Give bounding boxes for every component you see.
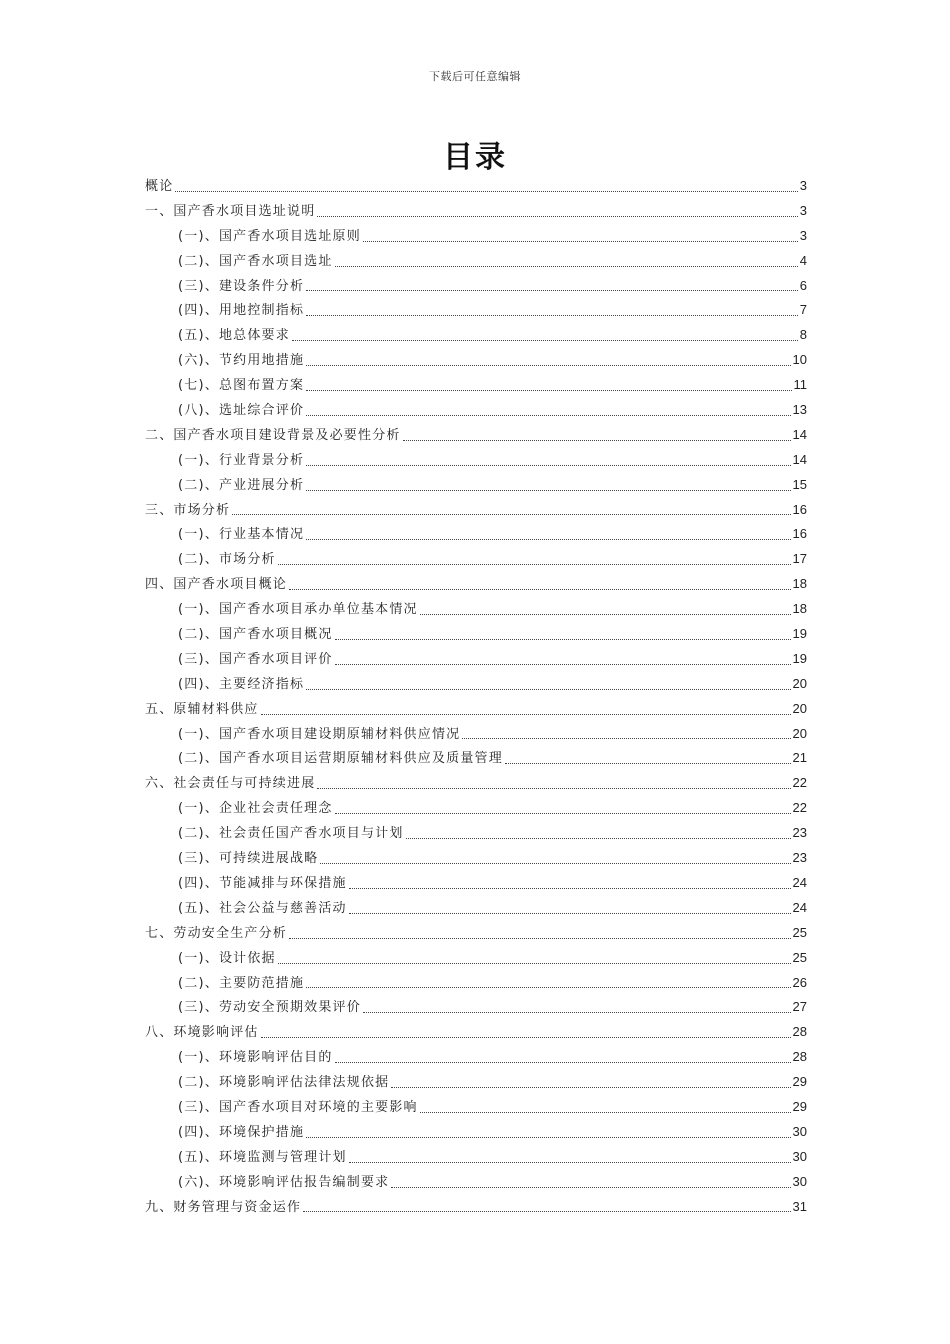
- toc-entry[interactable]: [145, 995, 807, 1020]
- toc-dot-leader: [306, 289, 798, 291]
- toc-entry-page-number: 26: [792, 974, 807, 990]
- toc-dot-leader: [306, 389, 791, 391]
- toc-entry-label: 一、国产香水项目选址说明: [145, 203, 316, 219]
- toc-dot-leader: [505, 762, 791, 764]
- toc-entry[interactable]: [145, 224, 807, 249]
- toc-entry[interactable]: [145, 746, 807, 771]
- toc-dot-leader: [420, 1111, 791, 1113]
- toc-entry-label: (一)、国产香水项目选址原则: [178, 228, 361, 244]
- toc-entry-page-number: 20: [792, 700, 807, 716]
- toc-entry-label: 七、劳动安全生产分析: [145, 925, 288, 941]
- toc-entry-label: (三)、劳动安全预期效果评价: [178, 1000, 361, 1016]
- toc-dot-leader: [462, 737, 790, 739]
- toc-entry-label: (一)、国产香水项目建设期原辅材料供应情况: [178, 726, 461, 742]
- toc-entry[interactable]: [145, 971, 807, 996]
- toc-dot-leader: [306, 489, 790, 491]
- toc-entry-page-number: 3: [799, 202, 807, 218]
- toc-dot-leader: [391, 1186, 790, 1188]
- toc-dot-leader: [335, 638, 791, 640]
- toc-dot-leader: [306, 986, 790, 988]
- toc-entry-label: 八、环境影响评估: [145, 1025, 259, 1041]
- toc-dot-leader: [175, 190, 797, 192]
- toc-dot-leader: [303, 1210, 790, 1212]
- toc-dot-leader: [349, 887, 791, 889]
- toc-dot-leader: [306, 1136, 790, 1138]
- toc-dot-leader: [292, 339, 798, 341]
- toc-entry-page-number: 14: [792, 426, 807, 442]
- toc-entry-page-number: 11: [793, 377, 807, 393]
- toc-entry[interactable]: [145, 1020, 807, 1045]
- toc-entry-label: (二)、市场分析: [178, 552, 276, 568]
- toc-dot-leader: [306, 538, 790, 540]
- toc-entry-label: 概论: [145, 179, 174, 194]
- toc-entry[interactable]: [145, 647, 807, 672]
- toc-entry-label: (二)、国产香水项目概况: [178, 627, 333, 643]
- toc-dot-leader: [335, 1061, 791, 1063]
- toc-entry[interactable]: [145, 423, 807, 448]
- page-header-note: 下载后可任意编辑: [429, 70, 521, 83]
- toc-entry[interactable]: [145, 572, 807, 597]
- toc-entry-page-number: 29: [792, 1098, 807, 1114]
- toc-entry[interactable]: [145, 373, 807, 398]
- toc-entry[interactable]: [145, 946, 807, 971]
- toc-dot-leader: [406, 837, 791, 839]
- toc-dot-leader: [232, 513, 790, 515]
- toc-entry-page-number: 17: [792, 551, 807, 567]
- toc-dot-leader: [320, 862, 790, 864]
- toc-dot-leader: [349, 1161, 791, 1163]
- toc-entry-label: (二)、社会责任国产香水项目与计划: [178, 826, 404, 842]
- toc-entry-page-number: 16: [792, 526, 807, 542]
- toc-dot-leader: [335, 265, 798, 267]
- toc-entry-page-number: 3: [799, 178, 807, 193]
- toc-entry-page-number: 23: [792, 825, 807, 841]
- toc-entry[interactable]: [145, 473, 807, 498]
- toc-entry-label: (七)、总图布置方案: [178, 378, 305, 394]
- toc-entry-label: (一)、企业社会责任理念: [178, 801, 333, 817]
- toc-entry[interactable]: [145, 921, 807, 946]
- toc-dot-leader: [278, 962, 791, 964]
- toc-dot-leader: [317, 215, 797, 217]
- toc-entry[interactable]: [145, 199, 807, 224]
- toc-title: 目录: [443, 140, 507, 175]
- toc-entry-label: (一)、行业背景分析: [178, 452, 305, 468]
- toc-entry-page-number: 30: [792, 1148, 807, 1164]
- toc-entry[interactable]: [145, 174, 807, 199]
- toc-entry[interactable]: [145, 771, 807, 796]
- toc-dot-leader: [335, 663, 791, 665]
- toc-entry[interactable]: [145, 722, 807, 747]
- toc-entry-page-number: 27: [792, 999, 807, 1015]
- toc-entry-label: 六、社会责任与可持续进展: [145, 776, 316, 792]
- toc-entry-label: 三、市场分析: [145, 502, 231, 518]
- toc-dot-leader: [363, 240, 798, 242]
- toc-entry-page-number: 20: [792, 675, 807, 691]
- toc-dot-leader: [391, 1086, 790, 1088]
- toc-entry[interactable]: [145, 1095, 807, 1120]
- toc-dot-leader: [289, 937, 791, 939]
- toc-dot-leader: [420, 613, 791, 615]
- toc-dot-leader: [306, 314, 798, 316]
- toc-dot-leader: [349, 912, 791, 914]
- toc-dot-leader: [306, 688, 790, 690]
- toc-entry-page-number: 29: [792, 1074, 807, 1090]
- toc-entry-page-number: 7: [799, 302, 807, 318]
- toc-entry[interactable]: [145, 1070, 807, 1095]
- toc-entry-page-number: 31: [792, 1198, 807, 1214]
- toc-entry-page-number: 25: [792, 949, 807, 965]
- toc-entry[interactable]: [145, 846, 807, 871]
- toc-dot-leader: [261, 1036, 791, 1038]
- toc-entry-label: (一)、环境影响评估目的: [178, 1050, 333, 1066]
- toc-entry-page-number: 28: [792, 1024, 807, 1040]
- toc-entry-label: (二)、国产香水项目选址: [178, 253, 333, 269]
- table-of-contents: [145, 174, 807, 1219]
- toc-entry-label: (六)、节约用地措施: [178, 353, 305, 369]
- toc-entry-page-number: 21: [792, 750, 807, 766]
- toc-entry-label: (三)、国产香水项目对环境的主要影响: [178, 1099, 418, 1115]
- toc-dot-leader: [306, 364, 790, 366]
- toc-dot-leader: [403, 439, 791, 441]
- toc-entry[interactable]: [145, 348, 807, 373]
- toc-entry-label: (四)、节能减排与环保措施: [178, 875, 347, 891]
- toc-entry-page-number: 22: [792, 775, 807, 791]
- toc-entry[interactable]: [145, 1145, 807, 1170]
- toc-entry-label: (四)、环境保护措施: [178, 1124, 305, 1140]
- toc-entry[interactable]: [145, 871, 807, 896]
- toc-entry-label: (二)、产业进展分析: [178, 477, 305, 493]
- toc-dot-leader: [335, 812, 791, 814]
- toc-entry[interactable]: [145, 1120, 807, 1145]
- toc-entry[interactable]: [145, 672, 807, 697]
- toc-entry[interactable]: [145, 522, 807, 547]
- toc-entry[interactable]: [145, 796, 807, 821]
- toc-entry-label: 九、财务管理与资金运作: [145, 1199, 302, 1215]
- toc-entry-page-number: 24: [792, 899, 807, 915]
- toc-entry-label: (五)、环境监测与管理计划: [178, 1149, 347, 1165]
- toc-dot-leader: [261, 713, 791, 715]
- toc-entry-label: (五)、社会公益与慈善活动: [178, 900, 347, 916]
- toc-dot-leader: [306, 464, 790, 466]
- toc-entry-label: (一)、国产香水项目承办单位基本情况: [178, 602, 418, 618]
- toc-entry-label: (三)、建设条件分析: [178, 278, 305, 294]
- toc-entry-label: (五)、地总体要求: [178, 328, 290, 344]
- toc-entry-page-number: 16: [792, 501, 807, 517]
- toc-entry-page-number: 3: [799, 227, 807, 243]
- toc-entry-page-number: 8: [799, 327, 807, 343]
- toc-dot-leader: [306, 414, 790, 416]
- toc-dot-leader: [363, 1011, 791, 1013]
- toc-entry-page-number: 18: [792, 601, 807, 617]
- toc-entry[interactable]: [145, 498, 807, 523]
- toc-entry[interactable]: [145, 896, 807, 921]
- toc-entry-label: 二、国产香水项目建设背景及必要性分析: [145, 427, 401, 443]
- toc-entry[interactable]: [145, 1045, 807, 1070]
- toc-entry-page-number: 28: [792, 1049, 807, 1065]
- toc-entry-label: 五、原辅材料供应: [145, 701, 259, 717]
- toc-entry-page-number: 14: [792, 451, 807, 467]
- toc-entry-page-number: 19: [792, 626, 807, 642]
- toc-dot-leader: [317, 787, 790, 789]
- toc-entry[interactable]: [145, 821, 807, 846]
- toc-entry-label: (四)、用地控制指标: [178, 303, 305, 319]
- toc-dot-leader: [278, 563, 791, 565]
- toc-entry[interactable]: [145, 1170, 807, 1195]
- toc-entry-page-number: 4: [799, 252, 807, 268]
- toc-entry[interactable]: [145, 1195, 807, 1220]
- toc-entry[interactable]: [145, 547, 807, 572]
- toc-entry[interactable]: [145, 398, 807, 423]
- toc-entry-label: (一)、行业基本情况: [178, 527, 305, 543]
- toc-entry-page-number: 10: [792, 352, 807, 368]
- toc-entry[interactable]: [145, 323, 807, 348]
- toc-entry[interactable]: [145, 249, 807, 274]
- toc-entry-page-number: 13: [792, 402, 807, 418]
- toc-entry-label: 四、国产香水项目概论: [145, 577, 288, 593]
- toc-entry-page-number: 30: [792, 1123, 807, 1139]
- toc-entry-label: (二)、环境影响评估法律法规依据: [178, 1075, 390, 1091]
- toc-entry[interactable]: [145, 597, 807, 622]
- toc-entry-label: (八)、选址综合评价: [178, 403, 305, 419]
- toc-entry-page-number: 25: [792, 924, 807, 940]
- toc-entry[interactable]: [145, 697, 807, 722]
- toc-entry[interactable]: [145, 298, 807, 323]
- toc-entry-label: (四)、主要经济指标: [178, 676, 305, 692]
- toc-entry-label: (六)、环境影响评估报告编制要求: [178, 1174, 390, 1190]
- toc-entry-label: (三)、可持续进展战略: [178, 851, 319, 867]
- toc-entry-label: (二)、国产香水项目运营期原辅材料供应及质量管理: [178, 751, 503, 767]
- toc-entry-page-number: 30: [792, 1173, 807, 1189]
- toc-entry-page-number: 19: [792, 650, 807, 666]
- toc-entry-page-number: 22: [792, 800, 807, 816]
- toc-entry-label: (一)、设计依据: [178, 950, 276, 966]
- toc-entry-page-number: 20: [792, 725, 807, 741]
- toc-dot-leader: [289, 588, 791, 590]
- toc-entry[interactable]: [145, 448, 807, 473]
- toc-entry-page-number: 6: [799, 277, 807, 293]
- toc-entry-page-number: 23: [792, 850, 807, 866]
- toc-entry-label: (三)、国产香水项目评价: [178, 651, 333, 667]
- toc-entry-page-number: 15: [792, 476, 807, 492]
- toc-entry[interactable]: [145, 274, 807, 299]
- toc-entry[interactable]: [145, 622, 807, 647]
- toc-entry-label: (二)、主要防范措施: [178, 975, 305, 991]
- toc-entry-page-number: 18: [792, 576, 807, 592]
- toc-entry-page-number: 24: [792, 874, 807, 890]
